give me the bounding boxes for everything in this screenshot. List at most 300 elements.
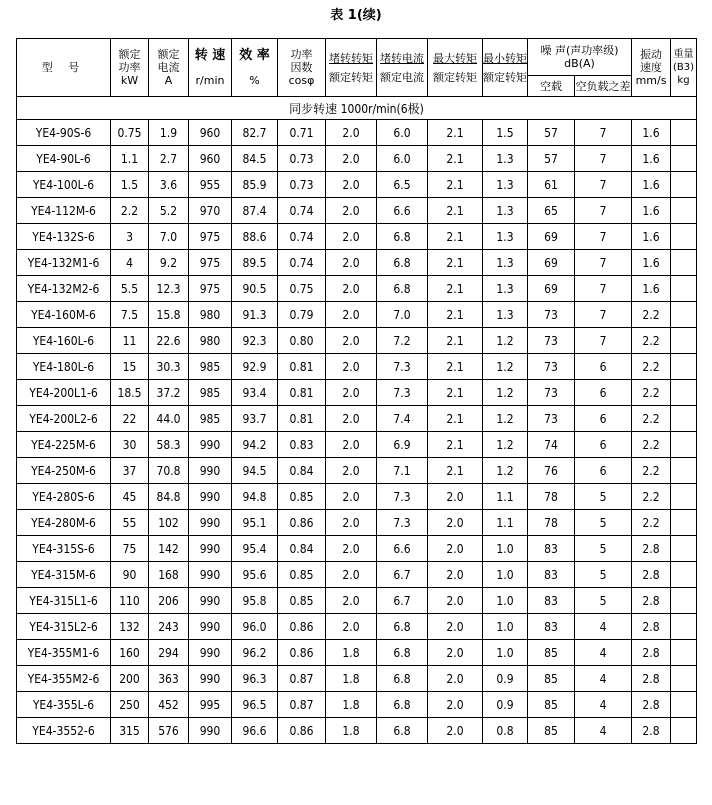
cell-noise-noload: 78 xyxy=(528,484,575,510)
cell-locked-rotor-torque: 2.0 xyxy=(326,276,377,302)
cell-noise-noload: 57 xyxy=(528,120,575,146)
header-current: 额定 电流 A xyxy=(149,39,189,97)
cell-efficiency: 84.5 xyxy=(232,146,278,172)
cell-vibration: 2.2 xyxy=(632,328,671,354)
cell-noise-diff: 5 xyxy=(575,536,632,562)
cell-vibration: 2.8 xyxy=(632,562,671,588)
cell-model: YE4-315S-6 xyxy=(17,536,111,562)
cell-speed: 955 xyxy=(189,172,232,198)
cell-locked-rotor-current: 7.4 xyxy=(377,406,428,432)
section-row xyxy=(17,97,697,120)
cell-noise-noload: 83 xyxy=(528,588,575,614)
cell-efficiency: 92.3 xyxy=(232,328,278,354)
cell-model: YE4-280S-6 xyxy=(17,484,111,510)
cell-locked-rotor-current: 7.3 xyxy=(377,380,428,406)
cell-noise-diff: 6 xyxy=(575,406,632,432)
section-label: 同步转速 1000r/min(6极) xyxy=(17,97,697,120)
cell-locked-rotor-torque: 2.0 xyxy=(326,172,377,198)
cell-efficiency: 89.5 xyxy=(232,250,278,276)
cell-locked-rotor-torque: 2.0 xyxy=(326,302,377,328)
cell-model: YE4-315L2-6 xyxy=(17,614,111,640)
cell-min-torque: 1.5 xyxy=(483,120,528,146)
cell-model: YE4-90S-6 xyxy=(17,120,111,146)
cell-max-torque: 2.0 xyxy=(428,562,483,588)
cell-locked-rotor-torque: 1.8 xyxy=(326,640,377,666)
cell-power: 3 xyxy=(111,224,149,250)
cell-efficiency: 87.4 xyxy=(232,198,278,224)
cell-current: 2.7 xyxy=(149,146,189,172)
header-locked-rotor-current: 堵转电流 额定电流 xyxy=(377,39,428,97)
cell-max-torque: 2.1 xyxy=(428,458,483,484)
cell-min-torque: 1.3 xyxy=(483,276,528,302)
cell-current: 7.0 xyxy=(149,224,189,250)
cell-current: 452 xyxy=(149,692,189,718)
cell-noise-diff: 7 xyxy=(575,250,632,276)
cell-max-torque: 2.1 xyxy=(428,354,483,380)
cell-locked-rotor-current: 7.1 xyxy=(377,458,428,484)
cell-locked-rotor-current: 6.8 xyxy=(377,692,428,718)
cell-efficiency: 95.6 xyxy=(232,562,278,588)
table-row xyxy=(17,614,697,640)
cell-current: 243 xyxy=(149,614,189,640)
cell-power: 200 xyxy=(111,666,149,692)
cell-speed: 985 xyxy=(189,406,232,432)
table-row xyxy=(17,146,697,172)
table-row xyxy=(17,380,697,406)
cell-power-factor: 0.84 xyxy=(278,458,326,484)
cell-power-factor: 0.75 xyxy=(278,276,326,302)
cell-noise-diff: 6 xyxy=(575,380,632,406)
header-speed: 转 速 r/min xyxy=(189,39,232,97)
cell-current: 142 xyxy=(149,536,189,562)
cell-weight xyxy=(671,640,697,666)
cell-efficiency: 95.4 xyxy=(232,536,278,562)
cell-efficiency: 92.9 xyxy=(232,354,278,380)
cell-power-factor: 0.73 xyxy=(278,172,326,198)
cell-vibration: 2.8 xyxy=(632,718,671,744)
cell-locked-rotor-current: 7.0 xyxy=(377,302,428,328)
cell-power: 5.5 xyxy=(111,276,149,302)
cell-speed: 990 xyxy=(189,640,232,666)
cell-power-factor: 0.74 xyxy=(278,198,326,224)
table-row xyxy=(17,536,697,562)
cell-min-torque: 0.9 xyxy=(483,666,528,692)
cell-current: 15.8 xyxy=(149,302,189,328)
cell-max-torque: 2.1 xyxy=(428,120,483,146)
cell-weight xyxy=(671,120,697,146)
cell-vibration: 2.2 xyxy=(632,380,671,406)
cell-min-torque: 1.2 xyxy=(483,328,528,354)
cell-max-torque: 2.1 xyxy=(428,224,483,250)
cell-locked-rotor-torque: 2.0 xyxy=(326,588,377,614)
cell-speed: 980 xyxy=(189,328,232,354)
cell-power: 7.5 xyxy=(111,302,149,328)
table-row xyxy=(17,406,697,432)
cell-power-factor: 0.74 xyxy=(278,224,326,250)
cell-locked-rotor-torque: 2.0 xyxy=(326,614,377,640)
cell-model: YE4-225M-6 xyxy=(17,432,111,458)
table-body xyxy=(17,120,697,744)
cell-speed: 990 xyxy=(189,588,232,614)
cell-model: YE4-90L-6 xyxy=(17,146,111,172)
cell-min-torque: 1.3 xyxy=(483,172,528,198)
cell-efficiency: 90.5 xyxy=(232,276,278,302)
cell-speed: 990 xyxy=(189,614,232,640)
cell-min-torque: 1.0 xyxy=(483,562,528,588)
cell-weight xyxy=(671,328,697,354)
cell-noise-noload: 73 xyxy=(528,354,575,380)
cell-vibration: 2.8 xyxy=(632,640,671,666)
cell-power: 1.1 xyxy=(111,146,149,172)
cell-weight xyxy=(671,302,697,328)
cell-efficiency: 93.7 xyxy=(232,406,278,432)
cell-current: 363 xyxy=(149,666,189,692)
table-row xyxy=(17,198,697,224)
cell-speed: 975 xyxy=(189,276,232,302)
cell-max-torque: 2.1 xyxy=(428,302,483,328)
cell-power-factor: 0.81 xyxy=(278,380,326,406)
cell-noise-noload: 85 xyxy=(528,666,575,692)
cell-model: YE4-3552-6 xyxy=(17,718,111,744)
cell-power-factor: 0.86 xyxy=(278,640,326,666)
cell-weight xyxy=(671,432,697,458)
table-row xyxy=(17,302,697,328)
cell-locked-rotor-torque: 2.0 xyxy=(326,146,377,172)
cell-max-torque: 2.0 xyxy=(428,718,483,744)
cell-model: YE4-315L1-6 xyxy=(17,588,111,614)
cell-model: YE4-280M-6 xyxy=(17,510,111,536)
cell-power-factor: 0.86 xyxy=(278,510,326,536)
cell-noise-noload: 73 xyxy=(528,302,575,328)
cell-power-factor: 0.85 xyxy=(278,588,326,614)
cell-min-torque: 1.0 xyxy=(483,640,528,666)
cell-weight xyxy=(671,354,697,380)
cell-current: 84.8 xyxy=(149,484,189,510)
cell-noise-diff: 7 xyxy=(575,328,632,354)
cell-power: 1.5 xyxy=(111,172,149,198)
cell-efficiency: 96.5 xyxy=(232,692,278,718)
cell-locked-rotor-torque: 2.0 xyxy=(326,328,377,354)
cell-current: 70.8 xyxy=(149,458,189,484)
cell-noise-noload: 61 xyxy=(528,172,575,198)
cell-power-factor: 0.87 xyxy=(278,692,326,718)
header-row xyxy=(17,39,697,76)
cell-speed: 970 xyxy=(189,198,232,224)
cell-speed: 990 xyxy=(189,718,232,744)
cell-model: YE4-100L-6 xyxy=(17,172,111,198)
cell-vibration: 1.6 xyxy=(632,120,671,146)
cell-vibration: 2.8 xyxy=(632,588,671,614)
cell-locked-rotor-current: 6.0 xyxy=(377,120,428,146)
cell-power: 55 xyxy=(111,510,149,536)
cell-locked-rotor-current: 7.2 xyxy=(377,328,428,354)
table-row xyxy=(17,250,697,276)
cell-max-torque: 2.0 xyxy=(428,666,483,692)
cell-speed: 990 xyxy=(189,458,232,484)
cell-efficiency: 82.7 xyxy=(232,120,278,146)
table-row xyxy=(17,640,697,666)
cell-locked-rotor-torque: 2.0 xyxy=(326,380,377,406)
cell-vibration: 2.2 xyxy=(632,484,671,510)
cell-power: 4 xyxy=(111,250,149,276)
cell-current: 9.2 xyxy=(149,250,189,276)
cell-current: 294 xyxy=(149,640,189,666)
cell-max-torque: 2.1 xyxy=(428,198,483,224)
header-noise-diff: 空负载之差 xyxy=(575,76,632,97)
cell-model: YE4-132M1-6 xyxy=(17,250,111,276)
cell-efficiency: 85.9 xyxy=(232,172,278,198)
cell-noise-diff: 6 xyxy=(575,354,632,380)
cell-locked-rotor-torque: 2.0 xyxy=(326,354,377,380)
table-row xyxy=(17,224,697,250)
table-row xyxy=(17,458,697,484)
cell-power-factor: 0.79 xyxy=(278,302,326,328)
cell-current: 22.6 xyxy=(149,328,189,354)
cell-vibration: 2.2 xyxy=(632,354,671,380)
header-weight: 重量 (B3) kg xyxy=(671,39,697,97)
cell-vibration: 1.6 xyxy=(632,224,671,250)
cell-speed: 990 xyxy=(189,510,232,536)
cell-speed: 990 xyxy=(189,536,232,562)
cell-vibration: 2.2 xyxy=(632,432,671,458)
cell-weight xyxy=(671,380,697,406)
cell-max-torque: 2.1 xyxy=(428,146,483,172)
cell-power-factor: 0.80 xyxy=(278,328,326,354)
cell-current: 44.0 xyxy=(149,406,189,432)
cell-power-factor: 0.86 xyxy=(278,718,326,744)
cell-model: YE4-200L1-6 xyxy=(17,380,111,406)
cell-noise-diff: 4 xyxy=(575,614,632,640)
cell-locked-rotor-torque: 2.0 xyxy=(326,562,377,588)
cell-current: 168 xyxy=(149,562,189,588)
cell-locked-rotor-torque: 2.0 xyxy=(326,510,377,536)
cell-power-factor: 0.83 xyxy=(278,432,326,458)
cell-noise-diff: 4 xyxy=(575,666,632,692)
cell-speed: 975 xyxy=(189,224,232,250)
cell-power: 75 xyxy=(111,536,149,562)
cell-max-torque: 2.0 xyxy=(428,692,483,718)
cell-min-torque: 1.0 xyxy=(483,536,528,562)
cell-max-torque: 2.0 xyxy=(428,588,483,614)
cell-efficiency: 93.4 xyxy=(232,380,278,406)
cell-speed: 975 xyxy=(189,250,232,276)
cell-power-factor: 0.86 xyxy=(278,614,326,640)
cell-noise-noload: 73 xyxy=(528,328,575,354)
cell-min-torque: 1.3 xyxy=(483,250,528,276)
cell-max-torque: 2.1 xyxy=(428,172,483,198)
cell-efficiency: 95.1 xyxy=(232,510,278,536)
cell-min-torque: 1.1 xyxy=(483,510,528,536)
table-row xyxy=(17,588,697,614)
cell-locked-rotor-current: 6.6 xyxy=(377,198,428,224)
table-row xyxy=(17,354,697,380)
cell-noise-diff: 7 xyxy=(575,198,632,224)
header-model: 型 号 xyxy=(17,39,111,97)
cell-power-factor: 0.85 xyxy=(278,484,326,510)
cell-model: YE4-180L-6 xyxy=(17,354,111,380)
table-row xyxy=(17,510,697,536)
cell-locked-rotor-current: 7.3 xyxy=(377,354,428,380)
cell-model: YE4-355M2-6 xyxy=(17,666,111,692)
cell-noise-diff: 4 xyxy=(575,640,632,666)
cell-power: 250 xyxy=(111,692,149,718)
cell-power: 110 xyxy=(111,588,149,614)
header-locked-rotor-torque: 堵转转矩 额定转矩 xyxy=(326,39,377,97)
cell-weight xyxy=(671,718,697,744)
cell-max-torque: 2.1 xyxy=(428,276,483,302)
cell-efficiency: 91.3 xyxy=(232,302,278,328)
cell-min-torque: 1.3 xyxy=(483,302,528,328)
header-power: 额定 功率 kW xyxy=(111,39,149,97)
cell-noise-noload: 85 xyxy=(528,692,575,718)
cell-efficiency: 94.8 xyxy=(232,484,278,510)
cell-min-torque: 1.0 xyxy=(483,614,528,640)
cell-noise-noload: 65 xyxy=(528,198,575,224)
cell-weight xyxy=(671,250,697,276)
cell-efficiency: 88.6 xyxy=(232,224,278,250)
cell-vibration: 1.6 xyxy=(632,250,671,276)
cell-noise-diff: 4 xyxy=(575,692,632,718)
table-row xyxy=(17,276,697,302)
cell-model: YE4-355M1-6 xyxy=(17,640,111,666)
cell-locked-rotor-current: 6.8 xyxy=(377,250,428,276)
cell-model: YE4-160L-6 xyxy=(17,328,111,354)
cell-noise-noload: 85 xyxy=(528,718,575,744)
cell-min-torque: 1.2 xyxy=(483,380,528,406)
cell-vibration: 2.2 xyxy=(632,406,671,432)
header-efficiency: 效 率 % xyxy=(232,39,278,97)
table-row xyxy=(17,562,697,588)
cell-max-torque: 2.1 xyxy=(428,250,483,276)
cell-vibration: 2.8 xyxy=(632,536,671,562)
cell-weight xyxy=(671,146,697,172)
cell-locked-rotor-current: 6.8 xyxy=(377,718,428,744)
cell-locked-rotor-current: 6.6 xyxy=(377,536,428,562)
cell-noise-noload: 69 xyxy=(528,250,575,276)
cell-current: 3.6 xyxy=(149,172,189,198)
cell-noise-diff: 6 xyxy=(575,432,632,458)
cell-locked-rotor-current: 6.8 xyxy=(377,224,428,250)
cell-current: 1.9 xyxy=(149,120,189,146)
cell-power: 315 xyxy=(111,718,149,744)
cell-power: 37 xyxy=(111,458,149,484)
cell-noise-diff: 7 xyxy=(575,146,632,172)
cell-weight xyxy=(671,406,697,432)
cell-power-factor: 0.87 xyxy=(278,666,326,692)
cell-speed: 980 xyxy=(189,302,232,328)
cell-speed: 995 xyxy=(189,692,232,718)
cell-noise-noload: 69 xyxy=(528,224,575,250)
cell-locked-rotor-torque: 2.0 xyxy=(326,484,377,510)
table-caption: 表 1(续) xyxy=(330,8,382,23)
cell-vibration: 2.2 xyxy=(632,510,671,536)
cell-current: 576 xyxy=(149,718,189,744)
table-row xyxy=(17,718,697,744)
cell-locked-rotor-current: 6.0 xyxy=(377,146,428,172)
cell-speed: 985 xyxy=(189,354,232,380)
cell-power: 90 xyxy=(111,562,149,588)
table-row xyxy=(17,328,697,354)
header-vibration: 振动 速度 mm/s xyxy=(632,39,671,97)
cell-noise-noload: 57 xyxy=(528,146,575,172)
cell-current: 102 xyxy=(149,510,189,536)
cell-power: 30 xyxy=(111,432,149,458)
header-power-factor: 功率 因数 cosφ xyxy=(278,39,326,97)
cell-locked-rotor-torque: 2.0 xyxy=(326,224,377,250)
cell-weight xyxy=(671,458,697,484)
cell-weight xyxy=(671,562,697,588)
cell-noise-diff: 7 xyxy=(575,224,632,250)
cell-locked-rotor-current: 6.8 xyxy=(377,276,428,302)
cell-max-torque: 2.0 xyxy=(428,640,483,666)
cell-locked-rotor-current: 7.3 xyxy=(377,484,428,510)
cell-min-torque: 1.2 xyxy=(483,458,528,484)
cell-max-torque: 2.0 xyxy=(428,536,483,562)
cell-vibration: 1.6 xyxy=(632,146,671,172)
motor-spec-table xyxy=(16,38,697,744)
cell-model: YE4-132M2-6 xyxy=(17,276,111,302)
cell-weight xyxy=(671,172,697,198)
cell-noise-noload: 78 xyxy=(528,510,575,536)
cell-power: 0.75 xyxy=(111,120,149,146)
cell-weight xyxy=(671,510,697,536)
table-row xyxy=(17,484,697,510)
cell-efficiency: 96.0 xyxy=(232,614,278,640)
cell-efficiency: 96.6 xyxy=(232,718,278,744)
cell-model: YE4-160M-6 xyxy=(17,302,111,328)
cell-weight xyxy=(671,666,697,692)
cell-locked-rotor-current: 6.7 xyxy=(377,562,428,588)
cell-vibration: 2.2 xyxy=(632,458,671,484)
cell-locked-rotor-torque: 2.0 xyxy=(326,250,377,276)
cell-locked-rotor-current: 6.8 xyxy=(377,614,428,640)
cell-noise-diff: 7 xyxy=(575,302,632,328)
cell-model: YE4-200L2-6 xyxy=(17,406,111,432)
cell-power: 22 xyxy=(111,406,149,432)
cell-power: 45 xyxy=(111,484,149,510)
cell-speed: 990 xyxy=(189,484,232,510)
cell-efficiency: 94.5 xyxy=(232,458,278,484)
cell-vibration: 2.8 xyxy=(632,692,671,718)
cell-noise-diff: 5 xyxy=(575,562,632,588)
cell-vibration: 1.6 xyxy=(632,172,671,198)
cell-min-torque: 1.3 xyxy=(483,198,528,224)
cell-noise-noload: 83 xyxy=(528,536,575,562)
cell-noise-noload: 76 xyxy=(528,458,575,484)
cell-power: 15 xyxy=(111,354,149,380)
table-row xyxy=(17,172,697,198)
cell-model: YE4-355L-6 xyxy=(17,692,111,718)
cell-speed: 985 xyxy=(189,380,232,406)
cell-min-torque: 1.2 xyxy=(483,406,528,432)
header-max-torque: 最大转矩 额定转矩 xyxy=(428,39,483,97)
cell-max-torque: 2.1 xyxy=(428,380,483,406)
cell-locked-rotor-torque: 2.0 xyxy=(326,406,377,432)
cell-weight xyxy=(671,692,697,718)
cell-locked-rotor-torque: 2.0 xyxy=(326,536,377,562)
table-row xyxy=(17,692,697,718)
table-row xyxy=(17,432,697,458)
cell-min-torque: 1.0 xyxy=(483,588,528,614)
header-min-torque: 最小转矩 额定转矩 xyxy=(483,39,528,97)
cell-current: 37.2 xyxy=(149,380,189,406)
cell-vibration: 1.6 xyxy=(632,276,671,302)
cell-power: 18.5 xyxy=(111,380,149,406)
cell-locked-rotor-torque: 2.0 xyxy=(326,120,377,146)
cell-speed: 990 xyxy=(189,562,232,588)
cell-locked-rotor-torque: 1.8 xyxy=(326,666,377,692)
cell-speed: 990 xyxy=(189,666,232,692)
